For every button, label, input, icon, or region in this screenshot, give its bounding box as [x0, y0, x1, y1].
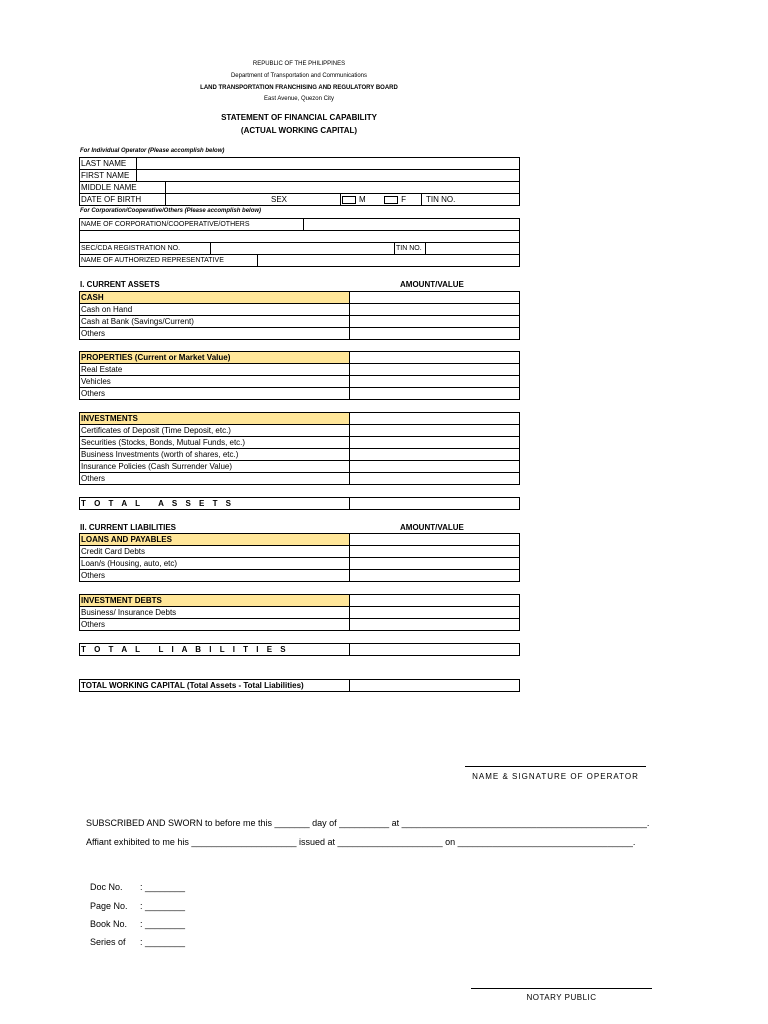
total-assets-table [79, 497, 520, 510]
investment-debts-title: INVESTMENT DEBTS [80, 595, 350, 607]
working-capital-label: TOTAL WORKING CAPITAL (Total Assets - Total Liabilities) [80, 680, 350, 692]
investments-row-label: Certificates of Deposit (Time Deposit, etc.) [80, 425, 350, 437]
cash-row-amount[interactable] [350, 328, 520, 340]
notary-field [90, 919, 185, 929]
tin-label: TIN NO. [426, 195, 456, 204]
cash-row-label: Cash on Hand [80, 304, 350, 316]
properties-table [79, 351, 520, 400]
loans-row-amount[interactable] [350, 546, 520, 558]
loans-row-amount[interactable] [350, 558, 520, 570]
loans-table [79, 533, 520, 582]
cash-table [79, 291, 520, 340]
rep-label: NAME OF AUTHORIZED REPRESENTATIVE [80, 255, 258, 267]
board-text: LAND TRANSPORTATION FRANCHISING AND REGULATORY BOARD [200, 85, 398, 91]
investments-row-label: Insurance Policies (Cash Surrender Value) [80, 461, 350, 473]
investments-title-amount [350, 413, 520, 425]
cash-title: CASH [80, 292, 350, 304]
investments-table [79, 412, 520, 485]
corporation-name-label: NAME OF CORPORATION/COOPERATIVE/OTHERS [80, 219, 304, 231]
jurat-line-2: Affiant exhibited to me his _____________________ issued at _____________________ on ___________________________________. [86, 837, 636, 847]
working-capital-amount[interactable] [350, 680, 520, 692]
last-name-field[interactable] [137, 158, 520, 170]
investments-row-amount[interactable] [350, 437, 520, 449]
corp-tin-label: TIN NO. [395, 243, 426, 255]
operator-signature-label: NAME & SIGNATURE OF OPERATOR [472, 772, 639, 781]
investments-row-amount[interactable] [350, 449, 520, 461]
investments-row-label: Business Investments (worth of shares, etc.) [80, 449, 350, 461]
tin-cell[interactable] [422, 194, 520, 206]
notary-public-label: NOTARY PUBLIC [526, 993, 597, 1002]
properties-row-label: Real Estate [80, 364, 350, 376]
republic-text: REPUBLIC OF THE PHILIPPINES [252, 61, 346, 67]
corporation-name-field-2[interactable] [80, 231, 520, 243]
page-title: STATEMENT OF FINANCIAL CAPABILITY [221, 113, 377, 122]
address-text: East Avenue, Quezon City [264, 96, 334, 102]
male-label: M [359, 195, 366, 204]
department-text: Department of Transportation and Communications [230, 73, 368, 79]
total-assets-amount[interactable] [350, 498, 520, 510]
investment-debts-row-amount[interactable] [350, 607, 520, 619]
notary-field [90, 882, 185, 892]
investment-debts-title-amount [350, 595, 520, 607]
investments-row-label: Securities (Stocks, Bonds, Mutual Funds, etc.) [80, 437, 350, 449]
total-assets-label: T O T A L A S S E T S [80, 498, 350, 510]
investments-row-amount[interactable] [350, 425, 520, 437]
notary-field-label: Page No. [90, 901, 128, 911]
loans-row-label: Credit Card Debts [80, 546, 350, 558]
notary-field [90, 937, 185, 947]
notary-field-value: : ________ [140, 901, 186, 911]
corporation-table [79, 218, 520, 267]
dob-label: DATE OF BIRTH [80, 194, 166, 206]
notary-field-value: : ________ [140, 882, 186, 892]
notary-field-value: : ________ [140, 937, 186, 947]
total-liabilities-table [79, 643, 520, 656]
investment-debts-row-label: Business/ Insurance Debts [80, 607, 350, 619]
notary-field-value: : ________ [140, 919, 186, 929]
middle-name-label: MIDDLE NAME [80, 182, 166, 194]
loans-row-label: Others [80, 570, 350, 582]
corporation-heading: For Corporation/Cooperative/Others (Please accomplish below) [80, 208, 262, 214]
investment-debts-table [79, 594, 520, 631]
properties-row-amount[interactable] [350, 388, 520, 400]
middle-name-field[interactable] [166, 182, 520, 194]
corporation-name-field[interactable] [304, 219, 520, 231]
sec-label: SEC/CDA REGISTRATION NO. [80, 243, 211, 255]
notary-field-label: Book No. [90, 919, 128, 929]
notary-field-label: Doc No. [90, 882, 123, 892]
investments-row-label: Others [80, 473, 350, 485]
corp-tin-field[interactable] [426, 243, 520, 255]
assets-amount-label: AMOUNT/VALUE [400, 280, 464, 289]
cash-row-label: Others [80, 328, 350, 340]
female-label: F [401, 195, 407, 204]
notary-field [90, 901, 185, 911]
properties-title: PROPERTIES (Current or Market Value) [80, 352, 350, 364]
loans-row-amount[interactable] [350, 570, 520, 582]
female-checkbox[interactable] [384, 196, 398, 204]
investments-title: INVESTMENTS [80, 413, 350, 425]
properties-row-amount[interactable] [350, 376, 520, 388]
properties-row-amount[interactable] [350, 364, 520, 376]
first-name-label: FIRST NAME [80, 170, 137, 182]
cash-title-amount [350, 292, 520, 304]
total-liabilities-label: T O T A L L I A B I L I T I E S [80, 644, 350, 656]
investments-row-amount[interactable] [350, 473, 520, 485]
liabilities-amount-label: AMOUNT/VALUE [400, 523, 464, 532]
total-liabilities-amount[interactable] [350, 644, 520, 656]
investment-debts-row-amount[interactable] [350, 619, 520, 631]
individual-table [79, 157, 520, 206]
loans-title: LOANS AND PAYABLES [80, 534, 350, 546]
sex-label: SEX [270, 195, 287, 204]
investment-debts-row-label: Others [80, 619, 350, 631]
properties-row-label: Others [80, 388, 350, 400]
individual-heading: For Individual Operator (Please accomplish below) [80, 148, 225, 154]
liabilities-heading: II. CURRENT LIABILITIES [80, 523, 176, 532]
notary-signature-line [471, 988, 652, 989]
cash-row-amount[interactable] [350, 304, 520, 316]
notary-field-label: Series of [90, 937, 126, 947]
sec-field[interactable] [211, 243, 395, 255]
rep-field[interactable] [258, 255, 520, 267]
loans-row-label: Loan/s (Housing, auto, etc) [80, 558, 350, 570]
dob-field[interactable] [166, 194, 341, 206]
loans-title-amount [350, 534, 520, 546]
operator-signature-line [465, 766, 646, 767]
investments-row-amount[interactable] [350, 461, 520, 473]
male-checkbox[interactable] [342, 196, 356, 204]
page-subtitle: (ACTUAL WORKING CAPITAL) [240, 126, 358, 135]
properties-title-amount [350, 352, 520, 364]
working-capital-table [79, 679, 520, 692]
assets-heading: I. CURRENT ASSETS [80, 280, 160, 289]
first-name-field[interactable] [137, 170, 520, 182]
jurat-line-1: SUBSCRIBED AND SWORN to before me this _______ day of __________ at _________________________________________________. [86, 818, 650, 828]
cash-row-amount[interactable] [350, 316, 520, 328]
cash-row-label: Cash at Bank (Savings/Current) [80, 316, 350, 328]
properties-row-label: Vehicles [80, 376, 350, 388]
last-name-label: LAST NAME [80, 158, 137, 170]
sex-options [341, 194, 422, 206]
